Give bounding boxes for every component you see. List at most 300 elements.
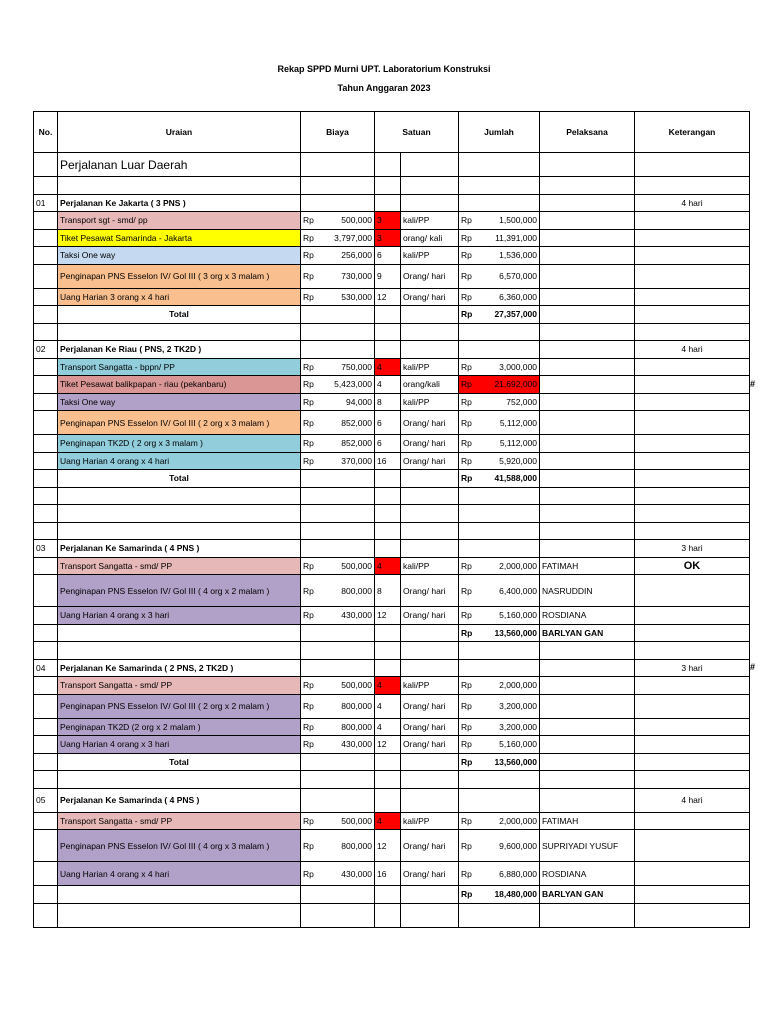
- blank-cell: [459, 540, 540, 558]
- jumlah-cell-wrap: [461, 292, 537, 302]
- keterangan-cell: [635, 247, 750, 265]
- keterangan-cell: [635, 264, 750, 288]
- blank-cell: [58, 323, 301, 341]
- blank-row: [34, 522, 750, 540]
- keterangan-cell: [635, 830, 750, 862]
- blank-cell: [540, 323, 635, 341]
- jumlah-cell-value: 5,920,000: [499, 455, 537, 466]
- currency-label: Rp: [461, 680, 472, 691]
- no-cell: [34, 753, 58, 771]
- uraian-cell: Penginapan PNS Esselon IV/ Gol III ( 4 org x 3 malam ): [58, 830, 301, 862]
- jumlah-cell-value: 2,000,000: [499, 560, 537, 571]
- jumlah-cell-value: 9,600,000: [499, 840, 537, 851]
- keterangan-cell: [635, 575, 750, 607]
- blank-cell: [459, 522, 540, 540]
- biaya-cell: [301, 229, 375, 247]
- item-row: [34, 229, 750, 247]
- group-row: [34, 194, 750, 212]
- biaya-cell-wrap: [303, 456, 372, 466]
- group-number: 03: [34, 540, 58, 558]
- section-row: [34, 153, 750, 177]
- pelaksana-cell: [540, 677, 635, 695]
- blank-cell: [58, 642, 301, 660]
- blank-cell: [301, 341, 375, 359]
- currency-label: Rp: [303, 585, 314, 596]
- currency-label: Rp: [303, 232, 314, 243]
- satuan-cell: kali/PP: [401, 557, 459, 575]
- no-cell: [34, 557, 58, 575]
- jumlah-cell-value: 5,160,000: [499, 610, 537, 621]
- biaya-cell: [301, 694, 375, 718]
- jumlah-cell-value: 3,000,000: [499, 361, 537, 372]
- item-row: [34, 862, 750, 886]
- total-row: [34, 753, 750, 771]
- blank-cell: [401, 659, 459, 677]
- no-cell: [34, 452, 58, 470]
- blank-cell: [401, 153, 459, 177]
- no-cell: [34, 812, 58, 830]
- keterangan-cell: [635, 812, 750, 830]
- currency-label: Rp: [461, 417, 472, 428]
- item-row: [34, 607, 750, 625]
- blank-cell: [375, 642, 401, 660]
- uraian-cell: Penginapan PNS Esselon IV/ Gol III ( 2 org x 3 malam ): [58, 411, 301, 435]
- blank-cell: [635, 487, 750, 505]
- blank-row: [34, 903, 750, 927]
- pelaksana-cell: [540, 288, 635, 306]
- header-uraian: Uraian: [58, 112, 301, 153]
- jumlah-cell-wrap: [461, 379, 537, 389]
- blank-cell: [459, 659, 540, 677]
- currency-label: Rp: [461, 438, 472, 449]
- blank-cell: [58, 487, 301, 505]
- currency-label: Rp: [461, 739, 472, 750]
- group-title: Perjalanan Ke Samarinda ( 4 PNS ): [58, 788, 301, 812]
- blank-cell: [459, 642, 540, 660]
- biaya-cell: [301, 557, 375, 575]
- currency-label: Rp: [461, 361, 472, 372]
- pelaksana-cell: [540, 452, 635, 470]
- no-cell: [34, 607, 58, 625]
- currency-label: Rp: [303, 840, 314, 851]
- biaya-cell-value: 800,000: [341, 840, 372, 851]
- blank-cell: [301, 505, 375, 523]
- currency-label: Rp: [461, 815, 472, 826]
- quantity-cell: 12: [375, 736, 401, 754]
- header-pelaksana: Pelaksana: [540, 112, 635, 153]
- biaya-cell-value: 500,000: [341, 215, 372, 226]
- jumlah-cell-value: 2,000,000: [499, 815, 537, 826]
- blank-cell: [540, 788, 635, 812]
- total-jumlah-wrap: [461, 309, 537, 319]
- blank-cell: [34, 642, 58, 660]
- currency-label: Rp: [461, 291, 472, 302]
- blank-cell: [540, 341, 635, 359]
- biaya-cell: [301, 677, 375, 695]
- blank-cell: [375, 624, 401, 642]
- no-cell: [34, 694, 58, 718]
- header-biaya: Biaya: [301, 112, 375, 153]
- pelaksana-cell: [540, 411, 635, 435]
- biaya-cell: [301, 247, 375, 265]
- pelaksana-cell: FATIMAH: [540, 557, 635, 575]
- blank-cell: [301, 903, 375, 927]
- blank-cell: [459, 323, 540, 341]
- satuan-cell: orang/ kali: [401, 229, 459, 247]
- quantity-cell: 4: [375, 677, 401, 695]
- keterangan-cell: [635, 607, 750, 625]
- total-jumlah: [459, 306, 540, 324]
- jumlah-cell: [459, 376, 540, 394]
- blank-cell: [58, 505, 301, 523]
- blank-row: [34, 642, 750, 660]
- satuan-cell: Orang/ hari: [401, 830, 459, 862]
- satuan-cell: kali/PP: [401, 812, 459, 830]
- currency-label: Rp: [303, 250, 314, 261]
- pelaksana-cell: [540, 753, 635, 771]
- blank-cell: [401, 540, 459, 558]
- currency-label: Rp: [461, 610, 472, 621]
- biaya-cell-wrap: [303, 610, 372, 620]
- biaya-cell: [301, 575, 375, 607]
- item-row: [34, 736, 750, 754]
- jumlah-cell-wrap: [461, 586, 537, 596]
- blank-cell: [375, 788, 401, 812]
- biaya-cell: [301, 718, 375, 736]
- blank-cell: [401, 487, 459, 505]
- keterangan-cell: 4 hari: [635, 788, 750, 812]
- quantity-cell: 12: [375, 830, 401, 862]
- uraian-cell: Transport Sangatta - smd/ PP: [58, 677, 301, 695]
- total-jumlah-wrap: [461, 473, 537, 483]
- total-jumlah-value: 18,480,000: [494, 889, 537, 900]
- total-row: [34, 624, 750, 642]
- currency-label: Rp: [303, 271, 314, 281]
- pelaksana-cell: SUPRIYADI YUSUF: [540, 830, 635, 862]
- biaya-cell-value: 500,000: [341, 680, 372, 691]
- blank-cell: [401, 624, 459, 642]
- group-number: 01: [34, 194, 58, 212]
- blank-cell: [301, 487, 375, 505]
- total-label: Total: [58, 753, 301, 771]
- blank-cell: [635, 153, 750, 177]
- satuan-cell: kali/PP: [401, 212, 459, 230]
- quantity-cell: 9: [375, 264, 401, 288]
- blank-cell: [401, 194, 459, 212]
- blank-cell: [301, 540, 375, 558]
- jumlah-cell-wrap: [461, 739, 537, 749]
- biaya-cell: [301, 288, 375, 306]
- biaya-cell-wrap: [303, 816, 372, 826]
- blank-cell: [401, 642, 459, 660]
- jumlah-cell: [459, 557, 540, 575]
- biaya-cell: [301, 358, 375, 376]
- no-cell: [34, 306, 58, 324]
- item-row: [34, 557, 750, 575]
- blank-cell: [459, 771, 540, 789]
- satuan-cell: kali/PP: [401, 247, 459, 265]
- blank-row: [34, 177, 750, 195]
- uraian-cell: Taksi One way: [58, 393, 301, 411]
- group-row: [34, 788, 750, 812]
- no-cell: [34, 830, 58, 862]
- biaya-cell: [301, 452, 375, 470]
- satuan-cell: Orang/ hari: [401, 452, 459, 470]
- biaya-cell-value: 3,797,000: [334, 232, 372, 243]
- biaya-cell: [301, 830, 375, 862]
- total-jumlah-value: 41,588,000: [494, 473, 537, 484]
- blank-cell: [540, 194, 635, 212]
- biaya-cell-wrap: [303, 561, 372, 571]
- keterangan-cell: [635, 694, 750, 718]
- keterangan-cell: [635, 376, 750, 394]
- blank-cell: [301, 624, 375, 642]
- biaya-cell: [301, 393, 375, 411]
- currency-label: Rp: [461, 232, 472, 243]
- jumlah-cell-value: 6,400,000: [499, 585, 537, 596]
- quantity-cell: 8: [375, 575, 401, 607]
- blank-cell: [375, 194, 401, 212]
- jumlah-cell-wrap: [461, 841, 537, 851]
- blank-cell: [34, 177, 58, 195]
- jumlah-cell-wrap: [461, 456, 537, 466]
- item-row: [34, 452, 750, 470]
- currency-label: Rp: [303, 379, 314, 390]
- group-title: Perjalanan Ke Samarinda ( 2 PNS, 2 TK2D ): [58, 659, 301, 677]
- satuan-cell: Orang/ hari: [401, 264, 459, 288]
- pelaksana-cell: FATIMAH: [540, 812, 635, 830]
- currency-label: Rp: [303, 680, 314, 691]
- pelaksana-cell: [540, 247, 635, 265]
- jumlah-cell: [459, 288, 540, 306]
- jumlah-cell-value: 5,160,000: [499, 739, 537, 750]
- blank-cell: [635, 642, 750, 660]
- jumlah-cell: [459, 247, 540, 265]
- jumlah-cell: [459, 607, 540, 625]
- currency-label: Rp: [303, 721, 314, 732]
- currency-label: Rp: [303, 868, 314, 879]
- no-cell: [34, 624, 58, 642]
- blank-cell: [375, 505, 401, 523]
- blank-row: [34, 323, 750, 341]
- currency-label: Rp: [303, 815, 314, 826]
- item-row: [34, 247, 750, 265]
- keterangan-cell: [635, 358, 750, 376]
- blank-cell: [401, 903, 459, 927]
- total-row: [34, 886, 750, 904]
- item-row: [34, 812, 750, 830]
- uraian-cell: Transport sgt - smd/ pp: [58, 212, 301, 230]
- document-subtitle: Tahun Anggaran 2023: [337, 83, 431, 93]
- total-label: [58, 624, 301, 642]
- currency-label: Rp: [461, 756, 473, 767]
- quantity-cell: 8: [375, 393, 401, 411]
- jumlah-cell-value: 752,000: [506, 396, 537, 407]
- no-cell: [34, 886, 58, 904]
- quantity-cell: 6: [375, 411, 401, 435]
- biaya-cell: [301, 435, 375, 453]
- satuan-cell: kali/PP: [401, 677, 459, 695]
- biaya-cell-value: 5,423,000: [334, 379, 372, 390]
- currency-label: Rp: [461, 396, 472, 407]
- currency-label: Rp: [303, 361, 314, 372]
- biaya-cell-wrap: [303, 722, 372, 732]
- header-no: No.: [34, 112, 58, 153]
- currency-label: Rp: [461, 840, 472, 851]
- keterangan-cell: [635, 411, 750, 435]
- item-row: [34, 264, 750, 288]
- currency-label: Rp: [461, 701, 472, 711]
- jumlah-cell: [459, 264, 540, 288]
- uraian-cell: Uang Harian 4 orang x 4 hari: [58, 862, 301, 886]
- group-number: 05: [34, 788, 58, 812]
- pelaksana-cell: [540, 718, 635, 736]
- blank-cell: [540, 505, 635, 523]
- item-row: [34, 830, 750, 862]
- blank-cell: [301, 153, 375, 177]
- satuan-cell: Orang/ hari: [401, 435, 459, 453]
- uraian-cell: Tiket Pesawat balikpapan - riau (pekanbaru): [58, 376, 301, 394]
- blank-cell: [301, 788, 375, 812]
- satuan-cell: orang/kali: [401, 376, 459, 394]
- blank-cell: [301, 194, 375, 212]
- blank-cell: [375, 659, 401, 677]
- keterangan-cell: 4 hari: [635, 341, 750, 359]
- item-row: [34, 694, 750, 718]
- jumlah-cell-value: 6,880,000: [499, 868, 537, 879]
- keterangan-cell: 3 hari: [635, 659, 750, 677]
- biaya-cell: [301, 607, 375, 625]
- uraian-cell: Tiket Pesawat Samarinda - Jakarta: [58, 229, 301, 247]
- currency-label: Rp: [461, 889, 473, 900]
- jumlah-cell-wrap: [461, 816, 537, 826]
- biaya-cell-wrap: [303, 869, 372, 879]
- item-row: [34, 435, 750, 453]
- blank-cell: [375, 153, 401, 177]
- pelaksana-cell: BARLYAN GAN: [540, 886, 635, 904]
- no-cell: [34, 358, 58, 376]
- jumlah-cell-value: 5,112,000: [499, 417, 537, 428]
- blank-cell: [401, 522, 459, 540]
- quantity-cell: 4: [375, 557, 401, 575]
- total-jumlah-value: 27,357,000: [494, 309, 537, 320]
- biaya-cell: [301, 212, 375, 230]
- blank-cell: [540, 487, 635, 505]
- biaya-cell-value: 256,000: [341, 250, 372, 261]
- jumlah-cell-wrap: [461, 397, 537, 407]
- blank-cell: [34, 323, 58, 341]
- total-jumlah-wrap: [461, 628, 537, 638]
- pelaksana-cell: ROSDIANA: [540, 607, 635, 625]
- currency-label: Rp: [303, 396, 314, 407]
- item-row: [34, 575, 750, 607]
- jumlah-cell-wrap: [461, 233, 537, 243]
- uraian-cell: Uang Harian 4 orang x 4 hari: [58, 452, 301, 470]
- keterangan-cell: [635, 212, 750, 230]
- quantity-cell: 6: [375, 435, 401, 453]
- pelaksana-cell: NASRUDDIN: [540, 575, 635, 607]
- currency-label: Rp: [303, 560, 314, 571]
- quantity-cell: 4: [375, 718, 401, 736]
- blank-cell: [34, 505, 58, 523]
- uraian-cell: Uang Harian 4 orang x 3 hari: [58, 607, 301, 625]
- group-row: [34, 341, 750, 359]
- uraian-cell: Penginapan PNS Esselon IV/ Gol III ( 3 org x 3 malam ): [58, 264, 301, 288]
- blank-cell: [375, 341, 401, 359]
- currency-label: Rp: [303, 455, 314, 466]
- jumlah-cell-value: 1,536,000: [499, 250, 537, 261]
- uraian-cell: Taksi One way: [58, 247, 301, 265]
- document-title: Rekap SPPD Murni UPT. Laboratorium Konstruksi: [277, 64, 491, 74]
- currency-label: Rp: [461, 585, 472, 596]
- biaya-cell-wrap: [303, 739, 372, 749]
- total-row: [34, 470, 750, 488]
- pelaksana-cell: [540, 694, 635, 718]
- currency-label: Rp: [461, 560, 472, 571]
- currency-label: Rp: [303, 610, 314, 621]
- blank-cell: [375, 771, 401, 789]
- pelaksana-cell: [540, 229, 635, 247]
- blank-cell: [401, 753, 459, 771]
- biaya-cell-value: 430,000: [341, 868, 372, 879]
- blank-cell: [401, 788, 459, 812]
- quantity-cell: 3: [375, 212, 401, 230]
- quantity-cell: 12: [375, 288, 401, 306]
- stray-hash-mark: #: [750, 378, 756, 389]
- quantity-cell: 16: [375, 862, 401, 886]
- quantity-cell: 16: [375, 452, 401, 470]
- no-cell: [34, 677, 58, 695]
- jumlah-cell-value: 5,112,000: [499, 438, 537, 449]
- biaya-cell-wrap: [303, 418, 372, 428]
- group-title: Perjalanan Ke Riau ( PNS, 2 TK2D ): [58, 341, 301, 359]
- currency-label: Rp: [461, 721, 472, 732]
- keterangan-cell: [635, 862, 750, 886]
- jumlah-cell: [459, 677, 540, 695]
- blank-cell: [540, 659, 635, 677]
- blank-cell: [459, 341, 540, 359]
- satuan-cell: Orang/ hari: [401, 288, 459, 306]
- pelaksana-cell: [540, 264, 635, 288]
- keterangan-cell: [635, 886, 750, 904]
- total-jumlah: [459, 753, 540, 771]
- group-row: [34, 659, 750, 677]
- currency-label: Rp: [461, 250, 472, 261]
- total-label: Total: [58, 470, 301, 488]
- blank-cell: [540, 903, 635, 927]
- keterangan-cell: [635, 435, 750, 453]
- blank-cell: [58, 771, 301, 789]
- blank-cell: [375, 323, 401, 341]
- biaya-cell-wrap: [303, 701, 372, 711]
- blank-cell: [375, 540, 401, 558]
- blank-cell: [635, 323, 750, 341]
- blank-cell: [301, 177, 375, 195]
- jumlah-cell-value: 3,200,000: [499, 701, 537, 711]
- jumlah-cell: [459, 830, 540, 862]
- total-jumlah: [459, 470, 540, 488]
- uraian-cell: Penginapan TK2D ( 2 org x 3 malam ): [58, 435, 301, 453]
- group-title: Perjalanan Ke Jakarta ( 3 PNS ): [58, 194, 301, 212]
- jumlah-cell-wrap: [461, 561, 537, 571]
- blank-cell: [459, 505, 540, 523]
- keterangan-cell: 4 hari: [635, 194, 750, 212]
- currency-label: Rp: [303, 291, 314, 302]
- biaya-cell-wrap: [303, 680, 372, 690]
- currency-label: Rp: [461, 627, 473, 638]
- blank-cell: [459, 194, 540, 212]
- total-jumlah-value: 13,560,000: [494, 756, 537, 767]
